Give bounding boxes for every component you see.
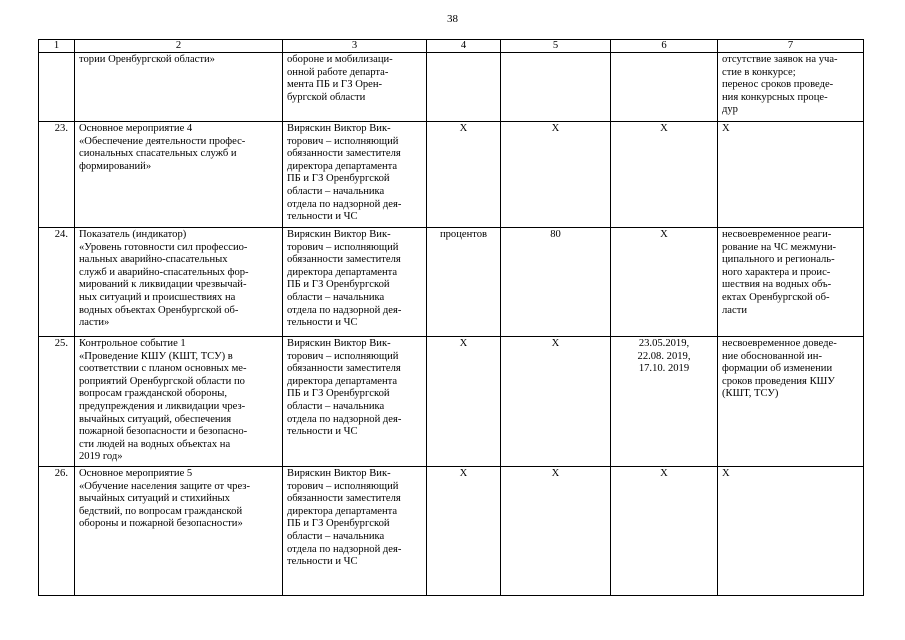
risks-cell: несвоевременное реаги- рование на ЧС межмуни- ципального и региональ- ного характера и проис- шествия на водных объ- ектах Оренбургской об- ласти	[718, 228, 864, 337]
unit-cell: Х	[427, 337, 501, 467]
header-row	[39, 40, 864, 53]
row-number	[39, 53, 75, 122]
value-cell: 80	[501, 228, 611, 337]
date-cell: 23.05.2019, 22.08. 2019, 17.10. 2019	[611, 337, 718, 467]
header-cell: 7	[718, 40, 864, 53]
unit-cell: процентов	[427, 228, 501, 337]
header-cell: 6	[611, 40, 718, 53]
row-number: 24.	[39, 228, 75, 337]
event-name: Контрольное событие 1 «Проведение КШУ (КШТ, ТСУ) в соответствии с планом основных ме- роприятий Оренбургской области по вопросам гражданской обороны, предупреждения и ликвидации чрез- вычайных ситуаций, обеспечения пожарной безопасности и безопасно- сти людей на водных объектах на 2019 год»	[75, 337, 283, 467]
value-cell: Х	[501, 467, 611, 596]
row-number: 26.	[39, 467, 75, 596]
page-number: 38	[447, 13, 458, 25]
risks-cell: Х	[718, 122, 864, 228]
risks-cell: отсутствие заявок на уча- стие в конкурсе; перенос сроков проведе- ния конкурсных проце- дур	[718, 53, 864, 122]
event-name: Показатель (индикатор) «Уровень готовности сил профессио- нальных аварийно-спасательных служб и аварийно-спасательных фор- мирований к ликвидации чрезвычай- ных ситуаций и происшествиях на водных объектах Оренбургской об- ласти»	[75, 228, 283, 337]
document-table	[38, 39, 864, 596]
header-cell: 5	[501, 40, 611, 53]
table-row	[39, 228, 864, 337]
table-row	[39, 53, 864, 122]
unit-cell: Х	[427, 122, 501, 228]
value-cell: Х	[501, 122, 611, 228]
table-row	[39, 337, 864, 467]
event-name: тории Оренбургской области»	[75, 53, 283, 122]
table-row	[39, 122, 864, 228]
date-cell: Х	[611, 467, 718, 596]
row-number: 25.	[39, 337, 75, 467]
unit-cell	[427, 53, 501, 122]
header-cell: 4	[427, 40, 501, 53]
header-cell: 2	[75, 40, 283, 53]
executor: Виряскин Виктор Вик- торович – исполняющий обязанности заместителя директора департамента ПБ и ГЗ Оренбургской области – начальника отдела по надзорной дея- тельности и ЧС	[283, 122, 427, 228]
value-cell	[501, 53, 611, 122]
value-cell: Х	[501, 337, 611, 467]
risks-cell: несвоевременное доведе- ние обоснованной ин- формации об изменении сроков проведения КШУ (КШТ, ТСУ)	[718, 337, 864, 467]
table-row	[39, 467, 864, 596]
executor: обороне и мобилизаци- онной работе департа- мента ПБ и ГЗ Орен- бургской области	[283, 53, 427, 122]
date-cell: Х	[611, 122, 718, 228]
event-name: Основное мероприятие 4 «Обеспечение деятельности профес- сиональных спасательных служб и формирований»	[75, 122, 283, 228]
executor: Виряскин Виктор Вик- торович – исполняющий обязанности заместителя директора департамента ПБ и ГЗ Оренбургской области – начальника отдела по надзорной дея- тельности и ЧС	[283, 467, 427, 596]
event-name: Основное мероприятие 5 «Обучение населения защите от чрез- вычайных ситуаций и стихийных бедствий, по вопросам гражданской обороны и пожарной безопасности»	[75, 467, 283, 596]
row-number: 23.	[39, 122, 75, 228]
date-cell	[611, 53, 718, 122]
executor: Виряскин Виктор Вик- торович – исполняющий обязанности заместителя директора департамента ПБ и ГЗ Оренбургской области – начальника отдела по надзорной дея- тельности и ЧС	[283, 228, 427, 337]
header-cell: 1	[39, 40, 75, 53]
unit-cell: Х	[427, 467, 501, 596]
date-cell: Х	[611, 228, 718, 337]
header-cell: 3	[283, 40, 427, 53]
executor: Виряскин Виктор Вик- торович – исполняющий обязанности заместителя директора департамента ПБ и ГЗ Оренбургской области – начальника отдела по надзорной дея- тельности и ЧС	[283, 337, 427, 467]
risks-cell: Х	[718, 467, 864, 596]
